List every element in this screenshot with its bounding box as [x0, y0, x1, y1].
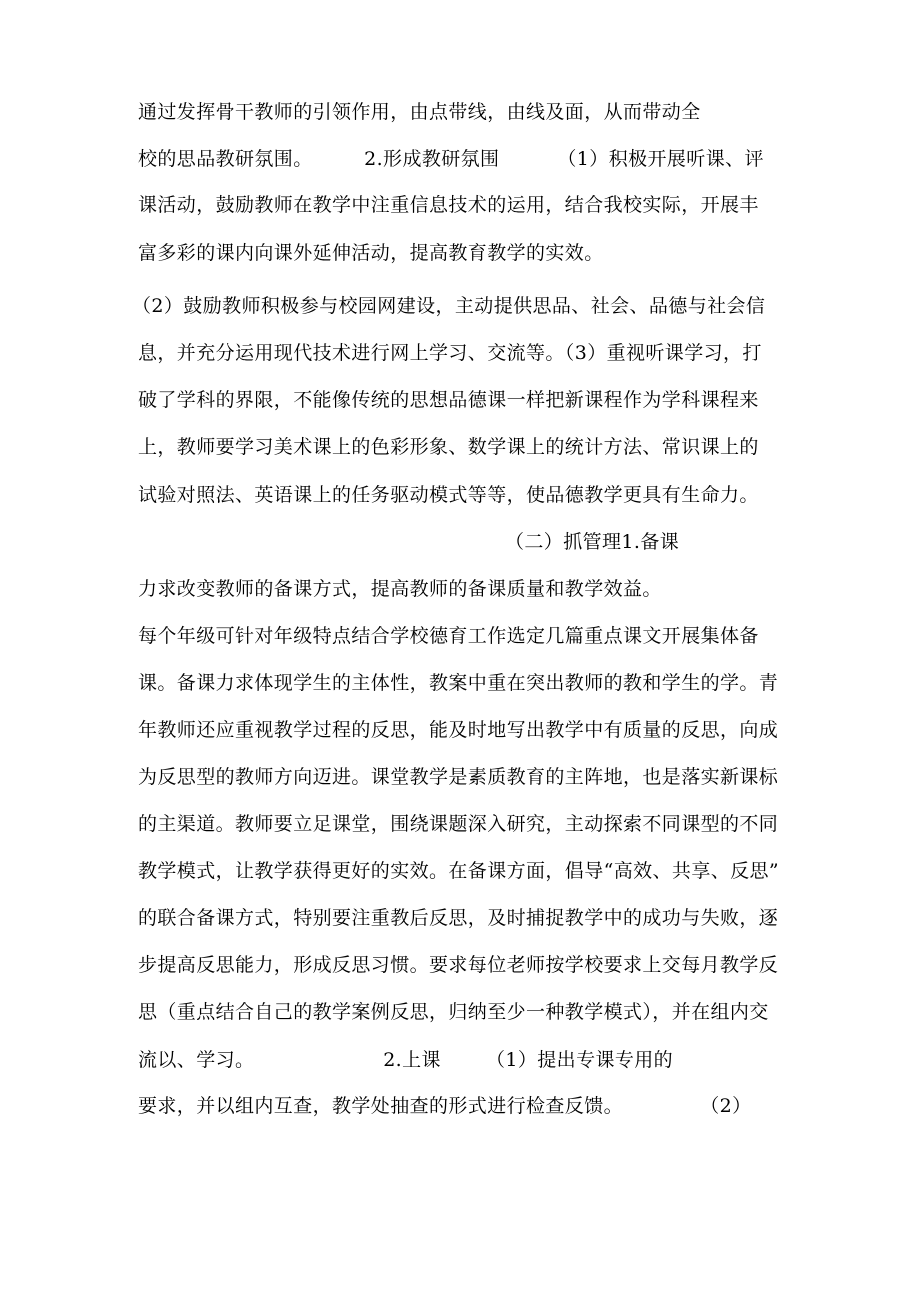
paragraph-line: 息，并充分运用现代技术进行网上学习、交流等。（3）重视听课学习，打 [138, 342, 762, 364]
paragraph-line: 课活动，鼓励教师在教学中注重信息技术的运用，结合我校实际，开展丰 [138, 194, 759, 216]
section-heading: （二）抓管理1.备课 [505, 531, 680, 553]
paragraph-line: 步提高反思能力，形成反思习惯。要求每位老师按学校要求上交每月教学反 [138, 954, 779, 976]
paragraph-line: 年教师还应重视教学过程的反思，能及时地写出教学中有质量的反思，向成 [138, 719, 779, 741]
paragraph-line: 通过发挥骨干教师的引领作用，由点带线，由线及面，从而带动全 [138, 101, 701, 123]
paragraph-line: 流以、学习。 2.上课 （1）提出专课专用的 [138, 1049, 674, 1071]
paragraph-line: 试验对照法、英语课上的任务驱动模式等等，使品德教学更具有生命力。 [138, 484, 759, 506]
paragraph-line: （2）鼓励教师积极参与校园网建设，主动提供思品、社会、品德与社会信 [132, 295, 766, 317]
paragraph-line: 力求改变教师的备课方式，提高教师的备课质量和教学效益。 [138, 578, 662, 600]
paragraph-line: 破了学科的界限，不能像传统的思想品德课一样把新课程作为学科课程来 [138, 389, 759, 411]
paragraph-line: 要求，并以组内互查，教学处抽查的形式进行检查反馈。 （2） [138, 1095, 752, 1117]
paragraph-line: 教学模式，让教学获得更好的实效。在备课方面，倡导“高效、共享、反思” [138, 860, 780, 882]
paragraph-line: 富多彩的课内向课外延伸活动，提高教育教学的实效。 [138, 242, 604, 264]
paragraph-line: 的联合备课方式，特别要注重教后反思，及时捕捉教学中的成功与失败，逐 [138, 907, 779, 929]
paragraph-line: 思（重点结合自己的教学案例反思，归纳至少一种教学模式），并在组内交 [138, 1001, 769, 1023]
paragraph-line: 校的思品教研氛围。 2.形成教研氛围 （1）积极开展听课、评 [138, 148, 764, 170]
paragraph-line: 课。备课力求体现学生的主体性，教案中重在突出教师的教和学生的学。青 [138, 672, 779, 694]
paragraph-line: 每个年级可针对年级特点结合学校德育工作选定几篇重点课文开展集体备 [138, 625, 759, 647]
paragraph-line: 的主渠道。教师要立足课堂，围绕课题深入研究，主动探索不同课型的不同 [138, 813, 779, 835]
paragraph-line: 为反思型的教师方向迈进。课堂教学是素质教育的主阵地，也是落实新课标 [138, 766, 779, 788]
paragraph-line: 上，教师要学习美术课上的色彩形象、数学课上的统计方法、常识课上的 [138, 436, 759, 458]
